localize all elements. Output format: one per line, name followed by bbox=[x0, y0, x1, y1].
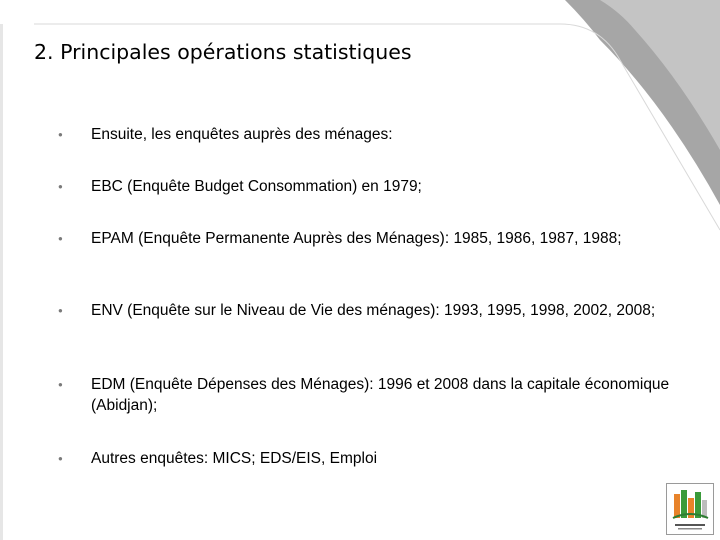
bullet-dot-icon: ● bbox=[58, 234, 63, 243]
bullet-dot-icon: ● bbox=[58, 182, 63, 191]
slide-title: 2. Principales opérations statistiques bbox=[34, 40, 412, 64]
bullet-text: Ensuite, les enquêtes auprès des ménages: bbox=[91, 126, 393, 143]
bullet-text: ENV (Enquête sur le Niveau de Vie des ménages): 1993, 1995, 1998, 2002, 2008; bbox=[91, 302, 656, 319]
institution-logo-icon bbox=[667, 484, 713, 534]
bullet-dot-icon: ● bbox=[58, 454, 63, 463]
left-edge-shade bbox=[0, 24, 3, 540]
bullet-text: EBC (Enquête Budget Consommation) en 1979; bbox=[91, 178, 422, 195]
institution-logo bbox=[666, 483, 714, 535]
bullet-text: Autres enquêtes: MICS; EDS/EIS, Emploi bbox=[91, 450, 378, 467]
bullet-dot-icon: ● bbox=[58, 306, 63, 315]
bullet-dot-icon: ● bbox=[58, 380, 63, 389]
bullet-text: EPAM (Enquête Permanente Auprès des Ménages): 1985, 1986, 1987, 1988; bbox=[91, 230, 622, 247]
bullet-dot-icon: ● bbox=[58, 130, 63, 139]
bullet-text: EDM (Enquête Dépenses des Ménages): 1996 et 2008 dans la capitale économique (Abidjan); bbox=[91, 376, 670, 414]
